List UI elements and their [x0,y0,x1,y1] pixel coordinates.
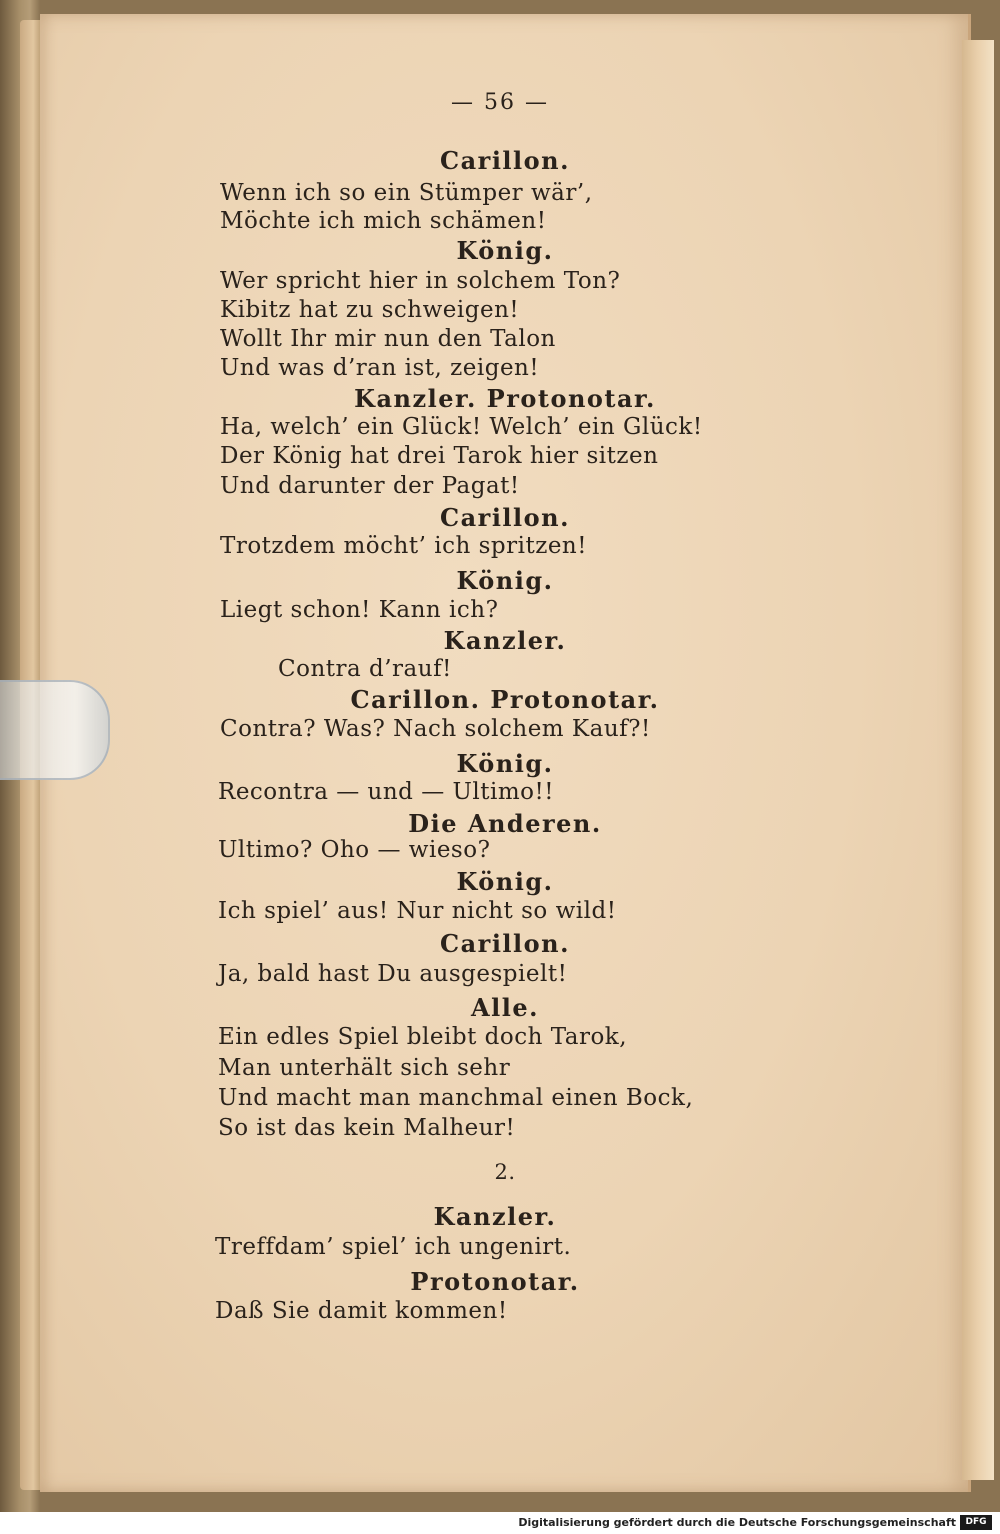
verse-line: Ha, welch’ ein Glück! Welch’ ein Glück! [220,414,703,440]
verse-line: Und macht man manchmal einen Bock, [218,1085,694,1111]
speaker-heading: Carillon. [440,503,570,532]
verse-line: Trotzdem möcht’ ich spritzen! [220,533,587,559]
speaker-heading: Alle. [471,993,539,1022]
section-number: 2. [494,1160,516,1184]
verse-line: Und was d’ran ist, zeigen! [220,355,540,381]
speaker-heading: König. [456,749,554,778]
verse-line: Der König hat drei Tarok hier sitzen [220,443,659,469]
verse-line: Kibitz hat zu schweigen! [220,297,520,323]
verse-line: Wer spricht hier in solchem Ton? [220,268,621,294]
verse-line: Treffdam’ spiel’ ich ungenirt. [215,1234,572,1260]
speaker-heading: König. [456,236,554,265]
speaker-heading: Carillon. Protonotar. [350,685,660,714]
verse-line: Ich spiel’ aus! Nur nicht so wild! [218,898,617,924]
speaker-heading: Kanzler. [443,626,567,655]
digitization-footer [0,1512,1000,1534]
verse-line: Möchte ich mich schämen! [220,208,547,234]
verse-line: Liegt schon! Kann ich? [220,597,499,623]
speaker-heading: König. [456,867,554,896]
speaker-heading: Kanzler. Protonotar. [354,384,656,413]
verse-line: Ein edles Spiel bleibt doch Tarok, [218,1024,628,1050]
speaker-heading: König. [456,566,554,595]
verse-line: Ultimo? Oho — wieso? [218,837,491,863]
verse-line: Wollt Ihr mir nun den Talon [220,326,556,352]
verse-line: Recontra — und — Ultimo!! [218,779,554,805]
speaker-heading: Carillon. [440,146,570,175]
speaker-heading: Protonotar. [410,1267,580,1296]
verse-line: Man unterhält sich sehr [218,1055,511,1081]
speaker-heading: Die Anderen. [408,809,602,838]
verse-line: Und darunter der Pagat! [220,473,520,499]
verse-line: So ist das kein Malheur! [218,1115,516,1141]
verse-line: Daß Sie damit kommen! [215,1298,508,1324]
page-number: — 56 — [451,90,549,115]
verse-line: Wenn ich so ein Stümper wär’, [220,180,593,206]
speaker-heading: Carillon. [440,929,570,958]
verse-line: Contra d’rauf! [278,656,452,682]
footer-credit: Digitalisierung gefördert durch die Deutsche Forschungsgemeinschaft [518,1516,956,1529]
verse-line: Contra? Was? Nach solchem Kauf?! [220,716,651,742]
verse-line: Ja, bald hast Du ausgespielt! [218,961,568,987]
speaker-heading: Kanzler. [433,1202,557,1231]
dfg-logo: DFG [960,1515,992,1530]
